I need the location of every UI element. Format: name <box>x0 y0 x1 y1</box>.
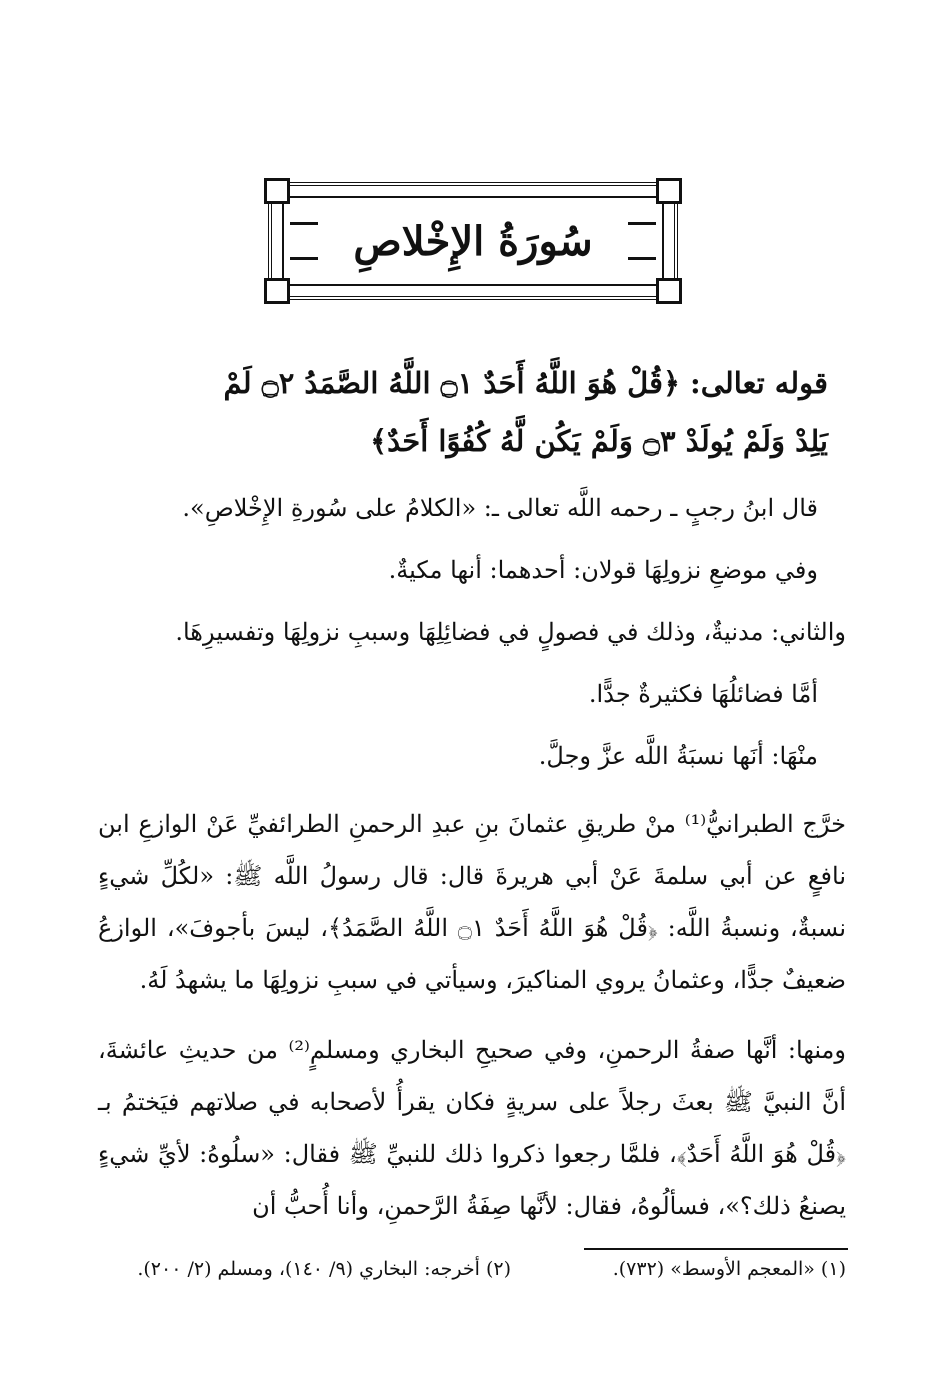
surah-title-frame <box>268 182 678 300</box>
paragraph-lineage: منْهَا: أنَها نسبَةُ اللَّه عزَّ وجلَّ. <box>538 742 818 770</box>
paragraph-virtues: أمَّا فضائلُهَا فكثيرةٌ جدًّا. <box>588 680 818 708</box>
paragraph-ibn-rajab: قال ابنُ رجبٍ ـ رحمه اللَّه تعالى ـ: «الكلامُ على سُورةِ الإِخْلاصِ». <box>182 494 818 522</box>
verse-line-2: يَلِدْ وَلَمْ يُولَدْ ۝٣ وَلَمْ يَكُن لَّهُ كُفُوًا أَحَدٌ﴾ <box>370 424 828 458</box>
frame-side-ornament <box>290 222 318 260</box>
paragraph-revelation-place: وفي موضعِ نزولِهَا قولان: أحدهما: أنها مكيةٌ. <box>388 556 818 584</box>
paragraph-second-opinion: والثاني: مدنيةٌ، وذلك في فصولٍ في فضائِلِهَا وسببِ نزولِهَا وتفسيرِهَا. <box>175 618 846 646</box>
frame-corner-ornament <box>656 178 682 204</box>
frame-corner-ornament <box>264 178 290 204</box>
frame-side-ornament <box>628 222 656 260</box>
frame-corner-ornament <box>656 278 682 304</box>
paragraph-aisha-hadith: ومنها: أنَّها صفةُ الرحمنِ، وفي صحيحِ البخاري ومسلمٍ⁽²⁾ من حديثِ عائشةَ، أنَّ النبيَّ ﷺ بعثَ رجلاً على سريةٍ فكان يقرأُ لأصحابه في صلاتهم فيَختمُ بـ ﴿قُلْ هُوَ اللَّهُ أَحَدٌ﴾، فلمَّا رجعوا ذكروا ذلك للنبيِّ ﷺ فقال: «سلُوهُ: لأيِّ شيءٍ يصنعُ ذلك؟»، فسألُوهُ، فقال: لأنَّها صِفَةُ الرَّحمنِ، وأنا أُحبُّ أن <box>98 1036 847 1220</box>
paragraph-tabarani-hadith: خرَّج الطبرانيُّ⁽¹⁾ منْ طريقِ عثمانَ بنِ عبدِ الرحمنِ الطرائفيِّ عَنْ الوازعِ ابن نافعٍ عن أبي سلمةَ عَنْ أبي هريرةَ قال: قال رسولُ اللَّه ﷺ: «لكُلِّ شيءٍ نسبةٌ، ونسبةُ اللَّه: ﴿قُلْ هُوَ اللَّهُ أَحَدٌ ۝١ اللَّهُ الصَّمَدُ﴾، ليسَ بأجوفَ»، الوازعُ ضعيفٌ جدًّا، وعثمانُ يروي المناكيرَ، وسيأتي في سببِ نزولِهَا ما يشهدُ لَهُ. <box>98 810 847 994</box>
footnote-divider <box>584 1248 848 1250</box>
footnote-1: (١) «المعجم الأوسط» (٧٣٢). <box>612 1258 846 1280</box>
verse-line-1: قوله تعالى: ﴿قُلْ هُوَ اللَّهُ أَحَدٌ ۝١ اللَّهُ الصَّمَدُ ۝٢ لَمْ <box>223 366 828 400</box>
footnote-2: (٢) أخرجه: البخاري (٩/ ١٤٠)، ومسلم (٢/ ٢٠٠). <box>137 1258 511 1280</box>
frame-corner-ornament <box>264 278 290 304</box>
surah-title: سُورَةُ الإِخْلاصِ <box>353 217 593 265</box>
